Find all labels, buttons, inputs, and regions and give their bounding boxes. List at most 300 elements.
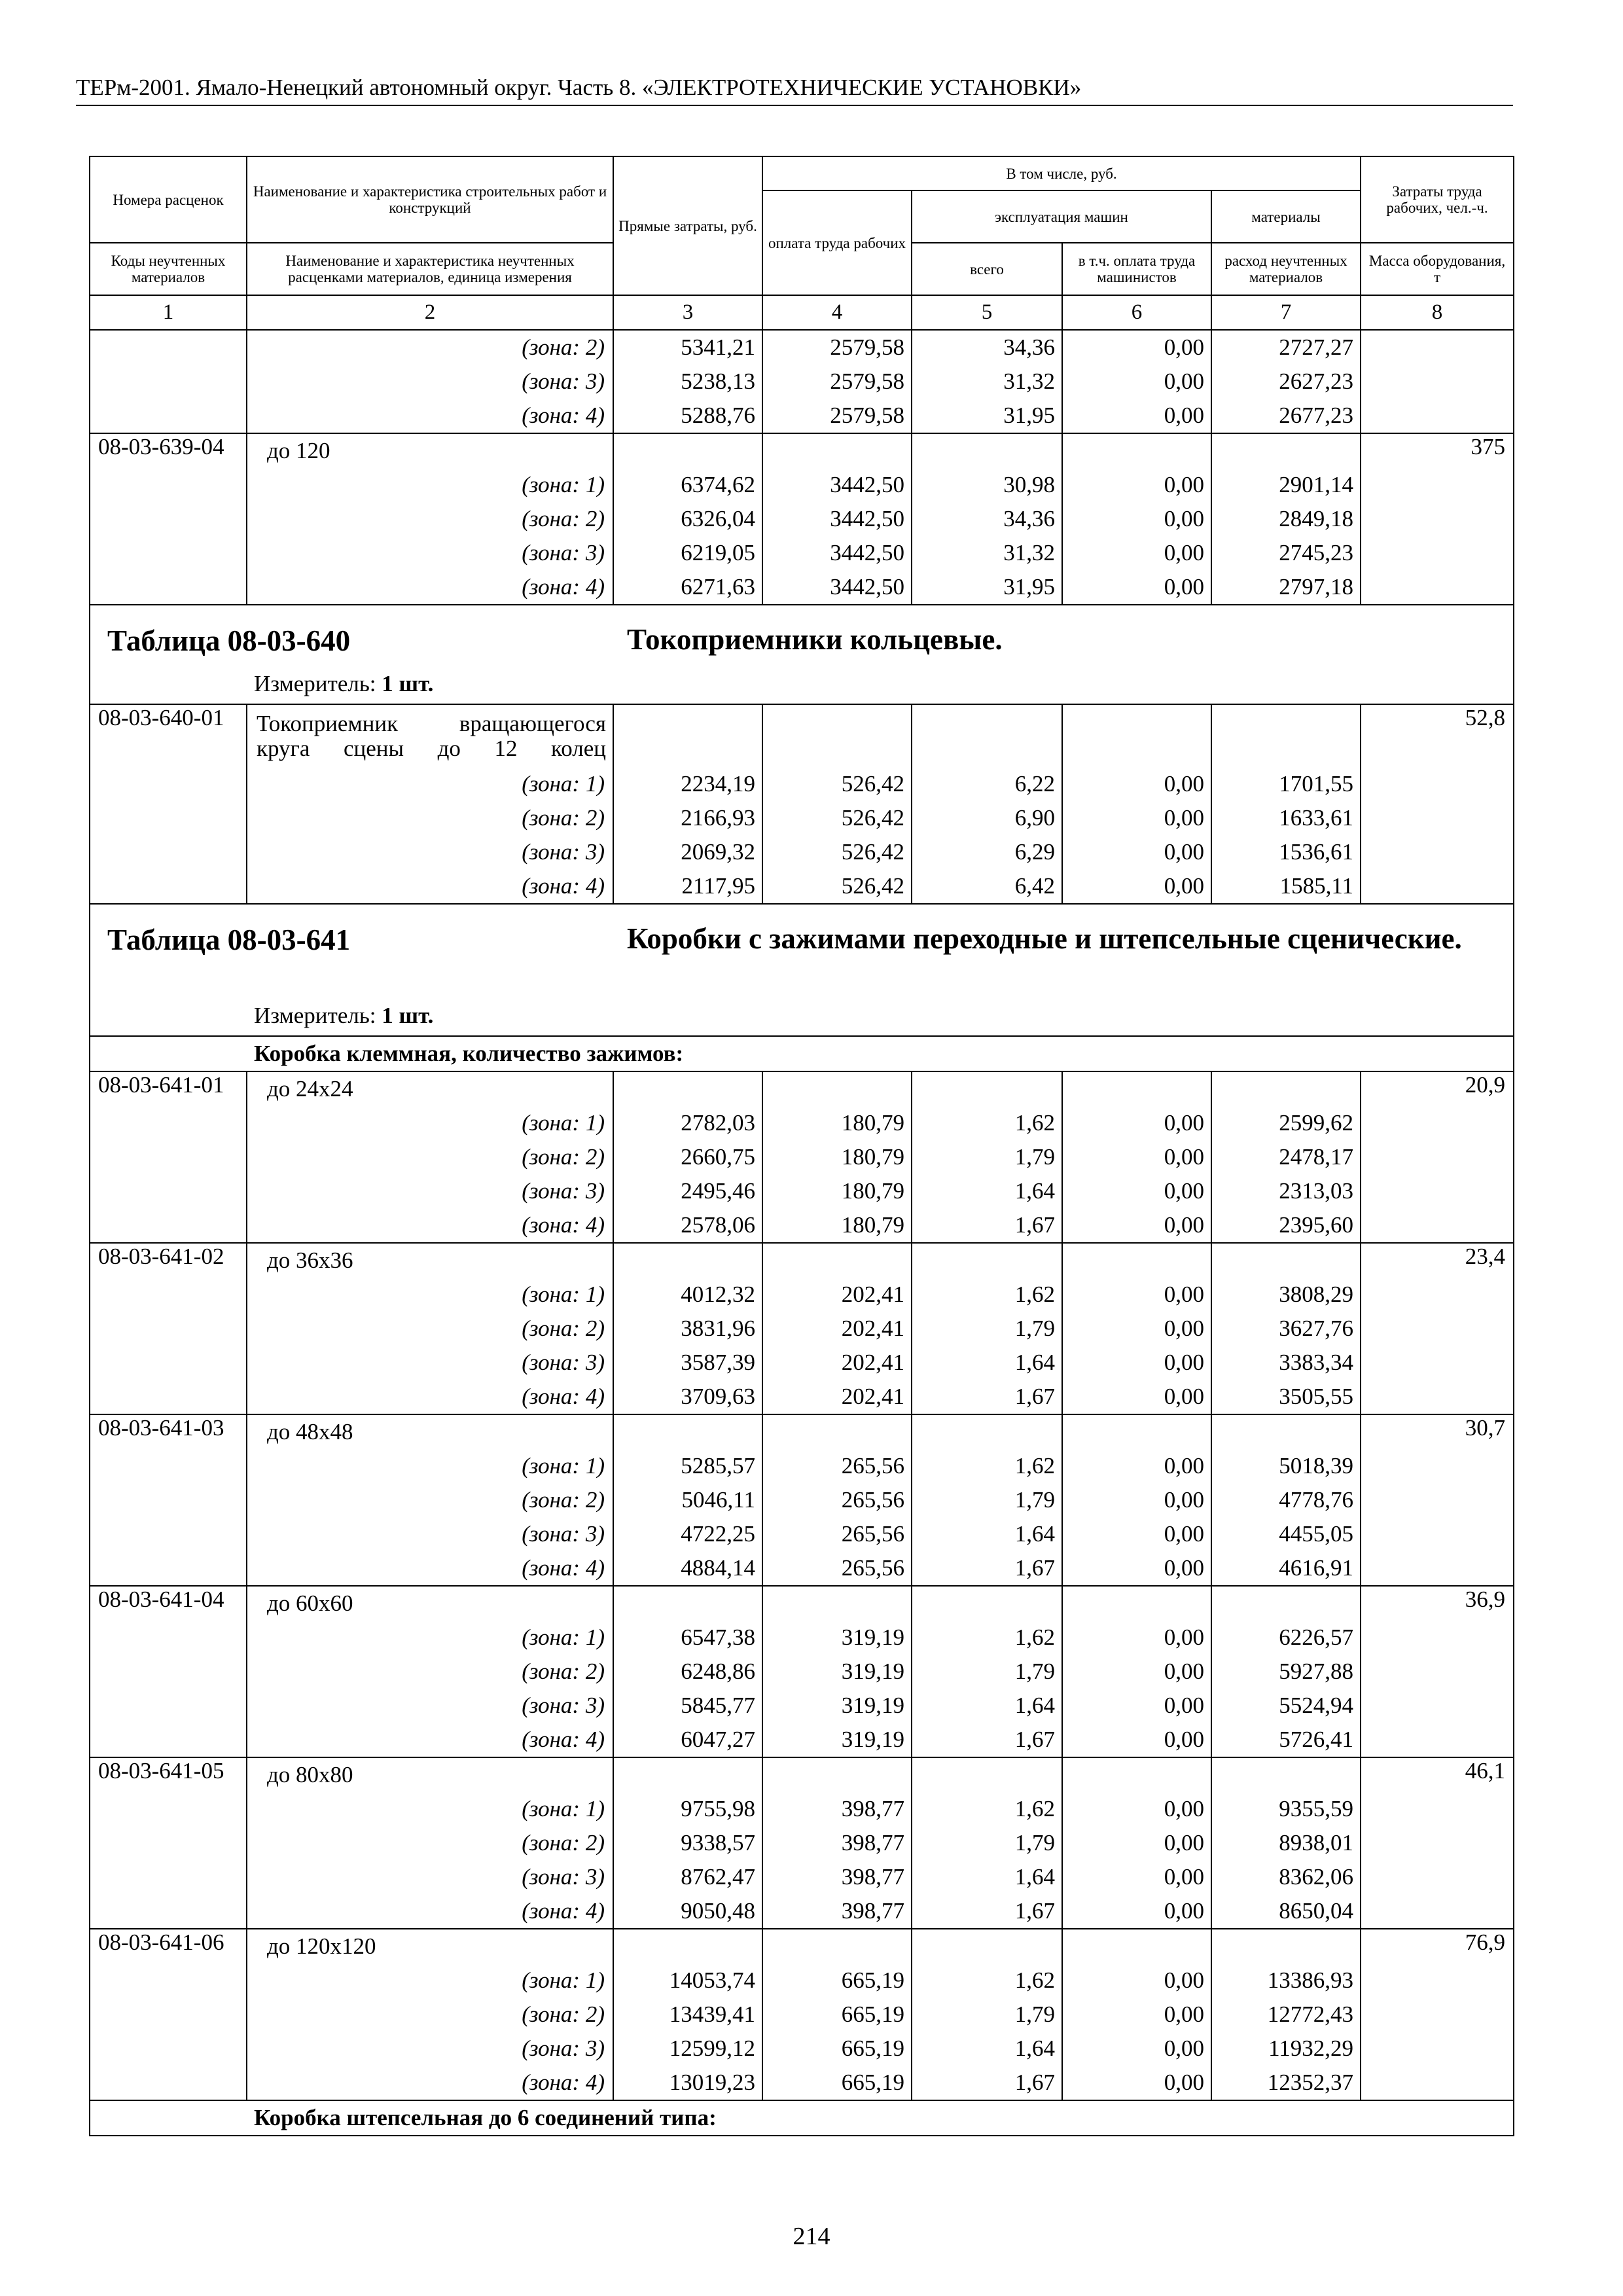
code-spacer	[90, 2066, 247, 2100]
subgroup-row	[90, 1036, 1514, 1071]
machines-total: 31,95	[912, 570, 1062, 605]
machines-total: 1,62	[912, 1278, 1062, 1312]
running-head: ТЕРм-2001. Ямало-Ненецкий автономный округ. Часть 8. «ЭЛЕКТРОТЕХНИЧЕСКИЕ УСТАНОВКИ»	[76, 73, 1513, 106]
materials-cost: 5726,41	[1211, 1723, 1361, 1757]
machinist-wages: 0,00	[1062, 365, 1211, 399]
direct-cost: 6374,62	[613, 468, 762, 502]
materials-cost: 2677,23	[1211, 399, 1361, 433]
zone-label: (зона: 1)	[247, 1106, 613, 1140]
zone-label: (зона: 2)	[247, 1483, 613, 1517]
zone-row	[90, 1449, 1514, 1483]
machines-total: 31,32	[912, 365, 1062, 399]
measurement-unit	[254, 671, 433, 697]
column-number: 5	[912, 295, 1062, 330]
zone-row	[90, 835, 1514, 869]
materials-cost: 3383,34	[1211, 1346, 1361, 1380]
machines-total: 1,64	[912, 1174, 1062, 1208]
wages-cost: 665,19	[762, 1964, 912, 1998]
wages-cost: 398,77	[762, 1792, 912, 1826]
machinist-wages: 0,00	[1062, 536, 1211, 570]
subgroup-row	[90, 2100, 1514, 2136]
zone-row	[90, 2032, 1514, 2066]
header-machines: эксплуатация машин	[912, 190, 1211, 243]
materials-cost: 2901,14	[1211, 468, 1361, 502]
zone-label: (зона: 2)	[247, 1140, 613, 1174]
zone-row	[90, 801, 1514, 835]
zone-label: (зона: 2)	[247, 1998, 613, 2032]
rate-name	[247, 704, 613, 767]
direct-cost: 6248,86	[613, 1655, 762, 1689]
rate-header-row	[90, 1243, 1514, 1278]
machines-total: 1,79	[912, 1483, 1062, 1517]
machines-total: 1,67	[912, 1551, 1062, 1586]
zone-label: (зона: 2)	[247, 330, 613, 365]
materials-cost: 4616,91	[1211, 1551, 1361, 1586]
zone-label: (зона: 2)	[247, 801, 613, 835]
code-spacer	[90, 1483, 247, 1517]
materials-cost: 4778,76	[1211, 1483, 1361, 1517]
labor-spacer	[1361, 1998, 1514, 2032]
table-title-block	[90, 905, 1513, 1035]
zone-label: (зона: 1)	[247, 1278, 613, 1312]
table-title-cell	[90, 904, 1514, 1036]
empty-cell	[613, 433, 762, 468]
machines-total: 1,67	[912, 2066, 1062, 2100]
empty-cell	[1062, 704, 1211, 767]
labor-spacer	[1361, 2066, 1514, 2100]
labor-cost: 23,4	[1361, 1243, 1514, 1278]
labor-spacer	[1361, 801, 1514, 835]
empty-cell	[912, 1243, 1062, 1278]
rate-code: 08-03-641-01	[90, 1071, 247, 1106]
header-materials: материалы	[1211, 190, 1361, 243]
machines-total: 1,67	[912, 1723, 1062, 1757]
materials-cost: 1536,61	[1211, 835, 1361, 869]
code-spacer	[90, 365, 247, 399]
wages-cost: 319,19	[762, 1723, 912, 1757]
code-spacer	[90, 1723, 247, 1757]
labor-spacer	[1361, 502, 1514, 536]
zone-label: (зона: 1)	[247, 468, 613, 502]
zone-row	[90, 399, 1514, 433]
labor-cost: 76,9	[1361, 1929, 1514, 1964]
column-number: 2	[247, 295, 613, 330]
materials-cost: 1701,55	[1211, 767, 1361, 801]
machinist-wages: 0,00	[1062, 502, 1211, 536]
empty-cell	[1062, 1586, 1211, 1621]
code-spacer	[90, 1792, 247, 1826]
zone-row	[90, 1174, 1514, 1208]
empty-cell	[1062, 1243, 1211, 1278]
machinist-wages: 0,00	[1062, 1278, 1211, 1312]
empty-cell	[912, 1757, 1062, 1792]
zone-row	[90, 1964, 1514, 1998]
labor-spacer	[1361, 1655, 1514, 1689]
measurement-unit-label: Измеритель:	[254, 1003, 376, 1028]
direct-cost: 6326,04	[613, 502, 762, 536]
labor-spacer	[1361, 365, 1514, 399]
code-spacer	[90, 1517, 247, 1551]
labor-spacer	[1361, 399, 1514, 433]
machinist-wages: 0,00	[1062, 801, 1211, 835]
code-spacer	[90, 330, 247, 365]
empty-cell	[613, 1071, 762, 1106]
empty-cell	[912, 433, 1062, 468]
direct-cost: 3831,96	[613, 1312, 762, 1346]
wages-cost: 319,19	[762, 1689, 912, 1723]
materials-cost: 12352,37	[1211, 2066, 1361, 2100]
materials-cost: 13386,93	[1211, 1964, 1361, 1998]
zone-row	[90, 1517, 1514, 1551]
labor-cost: 375	[1361, 433, 1514, 468]
column-number: 1	[90, 295, 247, 330]
direct-cost: 5285,57	[613, 1449, 762, 1483]
materials-cost: 2627,23	[1211, 365, 1361, 399]
wages-cost: 526,42	[762, 869, 912, 904]
machinist-wages: 0,00	[1062, 1894, 1211, 1929]
column-number: 3	[613, 295, 762, 330]
materials-cost: 2599,62	[1211, 1106, 1361, 1140]
measurement-unit	[254, 1003, 433, 1029]
wages-cost: 180,79	[762, 1208, 912, 1243]
header-unaccounted-codes: Коды неучтенных материалов	[90, 243, 247, 295]
direct-cost: 4012,32	[613, 1278, 762, 1312]
machinist-wages: 0,00	[1062, 1380, 1211, 1414]
rate-name: до 24х24	[247, 1071, 613, 1106]
direct-cost: 5288,76	[613, 399, 762, 433]
labor-spacer	[1361, 1689, 1514, 1723]
zone-label: (зона: 1)	[247, 1964, 613, 1998]
subgroup-heading: Коробка клеммная, количество зажимов:	[90, 1036, 1514, 1071]
direct-cost: 2660,75	[613, 1140, 762, 1174]
machines-total: 34,36	[912, 330, 1062, 365]
machinist-wages: 0,00	[1062, 1621, 1211, 1655]
zone-label: (зона: 2)	[247, 1826, 613, 1860]
machines-total: 1,79	[912, 1998, 1062, 2032]
labor-spacer	[1361, 468, 1514, 502]
zone-row	[90, 1998, 1514, 2032]
machines-total: 1,62	[912, 1621, 1062, 1655]
code-spacer	[90, 1964, 247, 1998]
zone-row	[90, 1894, 1514, 1929]
labor-spacer	[1361, 1174, 1514, 1208]
labor-spacer	[1361, 1140, 1514, 1174]
wages-cost: 180,79	[762, 1140, 912, 1174]
header-unaccounted-materials: расход неучтенных материалов	[1211, 243, 1361, 295]
zone-label: (зона: 1)	[247, 1792, 613, 1826]
empty-cell	[613, 1757, 762, 1792]
materials-cost: 3627,76	[1211, 1312, 1361, 1346]
code-spacer	[90, 1655, 247, 1689]
code-spacer	[90, 1689, 247, 1723]
column-number: 6	[1062, 295, 1211, 330]
machinist-wages: 0,00	[1062, 1517, 1211, 1551]
machinist-wages: 0,00	[1062, 1860, 1211, 1894]
direct-cost: 2578,06	[613, 1208, 762, 1243]
zone-label: (зона: 3)	[247, 365, 613, 399]
materials-cost: 5018,39	[1211, 1449, 1361, 1483]
labor-spacer	[1361, 2032, 1514, 2066]
wages-cost: 180,79	[762, 1174, 912, 1208]
empty-cell	[613, 1929, 762, 1964]
zone-label: (зона: 3)	[247, 1346, 613, 1380]
code-spacer	[90, 1380, 247, 1414]
zone-label: (зона: 4)	[247, 570, 613, 605]
direct-cost: 5046,11	[613, 1483, 762, 1517]
code-spacer	[90, 2032, 247, 2066]
machinist-wages: 0,00	[1062, 1655, 1211, 1689]
empty-cell	[1062, 433, 1211, 468]
rate-name: до 120	[247, 433, 613, 468]
header-including: В том числе, руб.	[762, 156, 1361, 190]
empty-cell	[613, 704, 762, 767]
direct-cost: 9338,57	[613, 1826, 762, 1860]
wages-cost: 265,56	[762, 1449, 912, 1483]
column-number: 4	[762, 295, 912, 330]
wages-cost: 526,42	[762, 835, 912, 869]
zone-row	[90, 330, 1514, 365]
zone-row	[90, 1689, 1514, 1723]
zone-label: (зона: 3)	[247, 536, 613, 570]
wages-cost: 319,19	[762, 1621, 912, 1655]
code-spacer	[90, 1312, 247, 1346]
zone-row	[90, 1346, 1514, 1380]
zone-label: (зона: 2)	[247, 502, 613, 536]
direct-cost: 2234,19	[613, 767, 762, 801]
empty-cell	[1211, 704, 1361, 767]
zone-label: (зона: 4)	[247, 1208, 613, 1243]
zone-label: (зона: 2)	[247, 1655, 613, 1689]
rate-name: до 60х60	[247, 1586, 613, 1621]
materials-cost: 3808,29	[1211, 1278, 1361, 1312]
empty-cell	[1211, 1757, 1361, 1792]
zone-row	[90, 1551, 1514, 1586]
direct-cost: 5845,77	[613, 1689, 762, 1723]
machinist-wages: 0,00	[1062, 2032, 1211, 2066]
wages-cost: 2579,58	[762, 399, 912, 433]
zone-label: (зона: 4)	[247, 869, 613, 904]
zone-row	[90, 1380, 1514, 1414]
code-spacer	[90, 1278, 247, 1312]
direct-cost: 5341,21	[613, 330, 762, 365]
rate-code: 08-03-641-05	[90, 1757, 247, 1792]
direct-cost: 8762,47	[613, 1860, 762, 1894]
direct-cost: 6219,05	[613, 536, 762, 570]
empty-cell	[613, 1414, 762, 1449]
zone-row	[90, 1106, 1514, 1140]
machinist-wages: 0,00	[1062, 1998, 1211, 2032]
zone-row	[90, 468, 1514, 502]
measurement-unit-value: 1 шт.	[382, 671, 434, 696]
wages-cost: 2579,58	[762, 365, 912, 399]
labor-spacer	[1361, 1106, 1514, 1140]
direct-cost: 2117,95	[613, 869, 762, 904]
machinist-wages: 0,00	[1062, 2066, 1211, 2100]
code-spacer	[90, 835, 247, 869]
code-spacer	[90, 1621, 247, 1655]
machines-total: 1,67	[912, 1894, 1062, 1929]
empty-cell	[1062, 1757, 1211, 1792]
empty-cell	[762, 1929, 912, 1964]
machines-total: 1,64	[912, 2032, 1062, 2066]
code-spacer	[90, 1826, 247, 1860]
machines-total: 1,62	[912, 1964, 1062, 1998]
zone-row	[90, 1621, 1514, 1655]
machines-total: 1,64	[912, 1346, 1062, 1380]
rate-name: до 36х36	[247, 1243, 613, 1278]
code-spacer	[90, 1860, 247, 1894]
wages-cost: 3442,50	[762, 536, 912, 570]
code-spacer	[90, 1894, 247, 1929]
zone-row	[90, 536, 1514, 570]
materials-cost: 2797,18	[1211, 570, 1361, 605]
table-title-row	[90, 904, 1514, 1036]
code-spacer	[90, 1174, 247, 1208]
materials-cost: 5524,94	[1211, 1689, 1361, 1723]
machinist-wages: 0,00	[1062, 1483, 1211, 1517]
rate-header-row	[90, 1414, 1514, 1449]
machinist-wages: 0,00	[1062, 1551, 1211, 1586]
zone-label: (зона: 4)	[247, 1894, 613, 1929]
zone-label: (зона: 1)	[247, 767, 613, 801]
direct-cost: 13439,41	[613, 1998, 762, 2032]
direct-cost: 6271,63	[613, 570, 762, 605]
zone-label: (зона: 3)	[247, 1689, 613, 1723]
zone-row	[90, 1140, 1514, 1174]
machines-total: 1,79	[912, 1312, 1062, 1346]
machines-total: 1,79	[912, 1655, 1062, 1689]
zone-label: (зона: 4)	[247, 2066, 613, 2100]
empty-cell	[762, 1586, 912, 1621]
machines-total: 1,67	[912, 1380, 1062, 1414]
code-spacer	[90, 536, 247, 570]
machinist-wages: 0,00	[1062, 869, 1211, 904]
machines-total: 34,36	[912, 502, 1062, 536]
empty-cell	[613, 1586, 762, 1621]
zone-row	[90, 1483, 1514, 1517]
direct-cost: 2495,46	[613, 1174, 762, 1208]
machinist-wages: 0,00	[1062, 1312, 1211, 1346]
machines-total: 6,90	[912, 801, 1062, 835]
empty-cell	[912, 704, 1062, 767]
labor-spacer	[1361, 1860, 1514, 1894]
rate-code: 08-03-641-06	[90, 1929, 247, 1964]
materials-cost: 8938,01	[1211, 1826, 1361, 1860]
zone-row	[90, 1278, 1514, 1312]
wages-cost: 3442,50	[762, 468, 912, 502]
direct-cost: 3587,39	[613, 1346, 762, 1380]
machines-total: 1,67	[912, 1208, 1062, 1243]
measurement-unit-value: 1 шт.	[382, 1003, 434, 1028]
materials-cost: 2849,18	[1211, 502, 1361, 536]
wages-cost: 202,41	[762, 1312, 912, 1346]
machines-total: 6,29	[912, 835, 1062, 869]
header-rate-number: Номера расценок	[90, 156, 247, 243]
wages-cost: 526,42	[762, 767, 912, 801]
labor-cost: 30,7	[1361, 1414, 1514, 1449]
table-title-block	[90, 605, 1513, 704]
labor-spacer	[1361, 1449, 1514, 1483]
zone-row	[90, 1655, 1514, 1689]
rate-code: 08-03-641-03	[90, 1414, 247, 1449]
zone-row	[90, 365, 1514, 399]
machinist-wages: 0,00	[1062, 1208, 1211, 1243]
rate-code: 08-03-640-01	[90, 704, 247, 767]
empty-cell	[613, 1243, 762, 1278]
empty-cell	[762, 1414, 912, 1449]
zone-row	[90, 570, 1514, 605]
zone-row	[90, 1792, 1514, 1826]
labor-cost: 52,8	[1361, 704, 1514, 767]
zone-label: (зона: 4)	[247, 399, 613, 433]
table-id: Таблица 08-03-640	[107, 624, 351, 657]
materials-cost: 8650,04	[1211, 1894, 1361, 1929]
rate-header-row	[90, 1757, 1514, 1792]
empty-cell	[1211, 1586, 1361, 1621]
zone-label: (зона: 3)	[247, 1174, 613, 1208]
wages-cost: 398,77	[762, 1894, 912, 1929]
machinist-wages: 0,00	[1062, 1723, 1211, 1757]
empty-cell	[1062, 1929, 1211, 1964]
labor-spacer	[1361, 1312, 1514, 1346]
machines-total: 1,62	[912, 1792, 1062, 1826]
empty-cell	[762, 704, 912, 767]
rate-code: 08-03-641-02	[90, 1243, 247, 1278]
labor-spacer	[1361, 869, 1514, 904]
direct-cost: 4884,14	[613, 1551, 762, 1586]
direct-cost: 4722,25	[613, 1517, 762, 1551]
direct-cost: 12599,12	[613, 2032, 762, 2066]
code-spacer	[90, 1551, 247, 1586]
zone-label: (зона: 3)	[247, 2032, 613, 2066]
labor-spacer	[1361, 1964, 1514, 1998]
machinist-wages: 0,00	[1062, 1346, 1211, 1380]
machines-total: 1,64	[912, 1517, 1062, 1551]
code-spacer	[90, 468, 247, 502]
column-number: 8	[1361, 295, 1514, 330]
header-unaccounted-names: Наименование и характеристика неучтенных расценками материалов, единица измерения	[247, 243, 613, 295]
direct-cost: 9755,98	[613, 1792, 762, 1826]
empty-cell	[1211, 1929, 1361, 1964]
zone-row	[90, 1860, 1514, 1894]
rate-header-row	[90, 1586, 1514, 1621]
wages-cost: 265,56	[762, 1517, 912, 1551]
header-work-name: Наименование и характеристика строительных работ и конструкций	[247, 156, 613, 243]
zone-row	[90, 2066, 1514, 2100]
machinist-wages: 0,00	[1062, 1792, 1211, 1826]
machinist-wages: 0,00	[1062, 1449, 1211, 1483]
labor-spacer	[1361, 1723, 1514, 1757]
zone-label: (зона: 4)	[247, 1551, 613, 1586]
machinist-wages: 0,00	[1062, 1174, 1211, 1208]
column-number: 7	[1211, 295, 1361, 330]
wages-cost: 3442,50	[762, 502, 912, 536]
labor-spacer	[1361, 835, 1514, 869]
machinist-wages: 0,00	[1062, 330, 1211, 365]
zone-label: (зона: 3)	[247, 835, 613, 869]
header-wages: оплата труда рабочих	[762, 190, 912, 295]
machinist-wages: 0,00	[1062, 399, 1211, 433]
machinist-wages: 0,00	[1062, 570, 1211, 605]
labor-spacer	[1361, 1380, 1514, 1414]
zone-row	[90, 767, 1514, 801]
zone-label: (зона: 1)	[247, 1621, 613, 1655]
zone-row	[90, 1826, 1514, 1860]
machinist-wages: 0,00	[1062, 1826, 1211, 1860]
table-name: Токоприемники кольцевые.	[627, 623, 1003, 656]
table-title-cell	[90, 605, 1514, 704]
machines-total: 1,64	[912, 1689, 1062, 1723]
